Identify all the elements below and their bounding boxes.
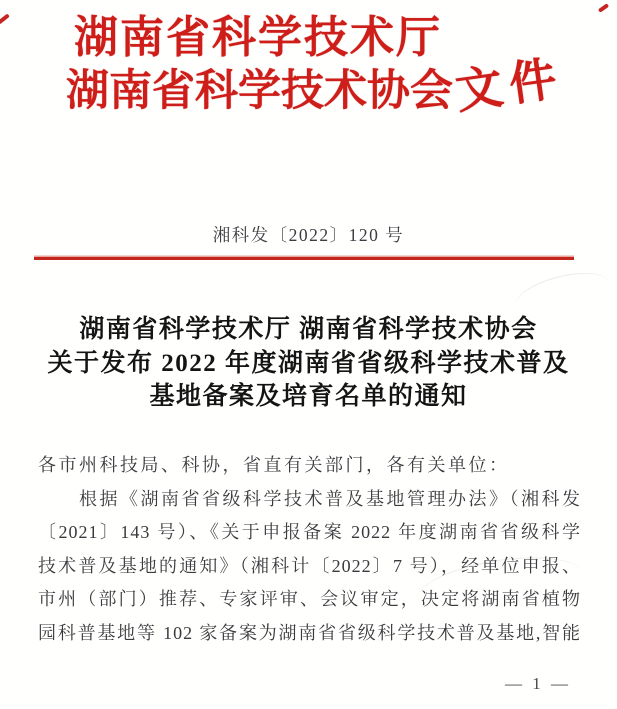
- title-line-3: 基地备案及培育名单的通知: [149, 383, 468, 410]
- red-separator-rule: [34, 257, 574, 260]
- body-line: 市州（部门）推荐、专家评审、会议审定，决定将湖南省植物: [38, 589, 581, 610]
- body-line: 园科普基地等 102 家备案为湖南省省级科学技术普及基地,智能: [38, 622, 581, 643]
- body-line: 根据《湖南省省级科学技术普及基地管理办法》（湘科发: [79, 488, 581, 509]
- reference-number: 湘科发〔2022〕120 号: [212, 225, 405, 245]
- salutation-line: 各市州科技局、科协，省直有关部门，各有关单位：: [38, 455, 510, 475]
- title-line-2: 关于发布 2022 年度湖南省省级科学技术普及: [47, 349, 570, 377]
- agency-name-line1: 湖南省科学技术厅: [74, 13, 442, 62]
- letterhead: [0, 0, 617, 160]
- body-text: [38, 449, 581, 651]
- issuing-agencies: [66, 12, 453, 120]
- title-line-1: 湖南省科学技术厅 湖南省科学技术协会: [79, 316, 538, 343]
- body-line: 〔2021〕143 号）、《关于申报备案 2022 年度湖南省省级科学: [38, 522, 581, 543]
- page-number: — 1 —: [505, 674, 571, 693]
- agency-name-line2: 湖南省科学技术协会: [66, 68, 453, 115]
- body-line: 技术普及基地的通知》（湘科计〔2022〕7 号），经单位申报、: [38, 555, 581, 576]
- document-title: [20, 313, 597, 414]
- doc-type-label: 文件: [452, 52, 567, 120]
